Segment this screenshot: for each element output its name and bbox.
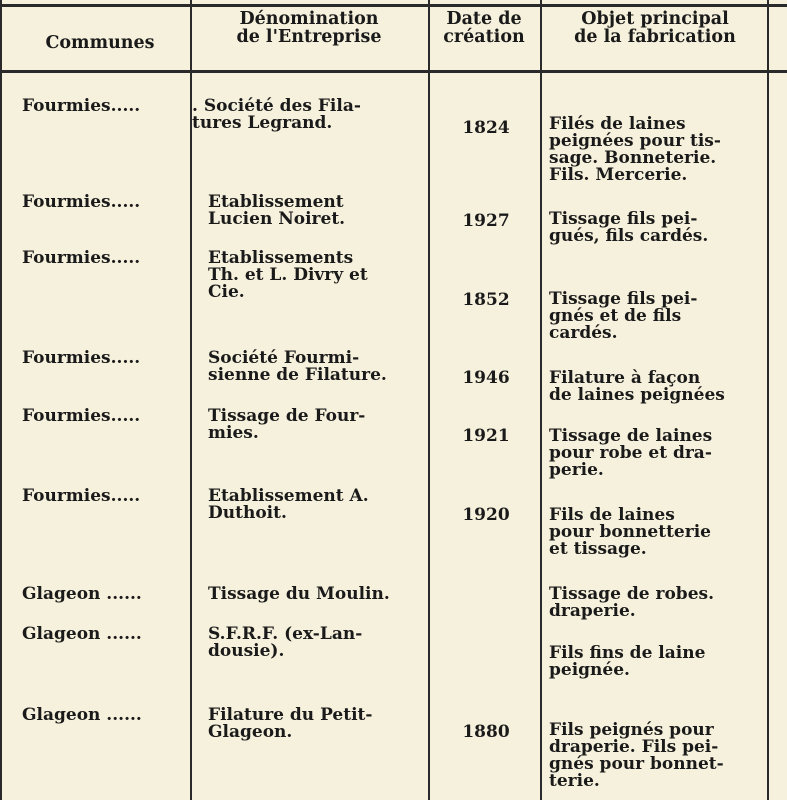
column-divider [767, 0, 769, 800]
commune-cell: Fourmies..... [22, 248, 141, 268]
column-divider [540, 0, 542, 800]
header-rule [0, 70, 787, 73]
date-cell: 1946 [462, 368, 510, 388]
column-divider [428, 0, 430, 800]
commune-cell: Fourmies..... [22, 348, 141, 368]
date-cell: 1920 [462, 505, 510, 525]
commune-cell: Fourmies..... [22, 96, 141, 116]
entreprise-cell: S.F.R.F. (ex-Lan- dousie). [208, 624, 363, 661]
entreprise-cell: Tissage de Four- mies. [208, 406, 366, 443]
commune-cell: Glageon ...... [22, 705, 142, 725]
entreprise-cell: . Société des Fila- tures Legrand. [192, 96, 361, 133]
objet-cell: Tissage de laines pour robe et dra- perie. [549, 426, 713, 480]
top-rule [0, 4, 787, 7]
objet-cell: Fils de laines pour bonnetterie et tissage. [549, 505, 711, 559]
date-cell: 1921 [462, 426, 510, 446]
entreprise-cell: Société Fourmi- sienne de Filature. [208, 348, 387, 385]
column-divider [0, 0, 2, 800]
entreprise-cell: Etablissement A. Duthoit. [208, 486, 369, 523]
date-cell: 1927 [462, 211, 510, 231]
header-objet: Objet principal de la fabrication [574, 9, 736, 47]
objet-cell: Fils peignés pour draperie. Fils pei- gnés pour bonnet- terie. [549, 720, 724, 791]
objet-cell: Filés de laines peignées pour tis- sage. Bonneterie. Fils. Mercerie. [549, 114, 721, 185]
objet-cell: Tissage fils pei- gnés et de fils cardés. [549, 289, 698, 343]
commune-cell: Glageon ...... [22, 584, 142, 604]
objet-cell: Tissage de robes. draperie. [549, 584, 714, 621]
commune-cell: Fourmies..... [22, 486, 141, 506]
date-cell: 1824 [462, 118, 510, 138]
entreprise-cell: Etablissement Lucien Noiret. [208, 192, 346, 229]
objet-cell: Fils fins de laine peignée. [549, 643, 706, 680]
commune-cell: Fourmies..... [22, 406, 141, 426]
header-communes: Communes [45, 33, 155, 53]
entreprise-cell: Tissage du Moulin. [208, 584, 390, 604]
date-cell: 1880 [462, 722, 510, 742]
commune-cell: Fourmies..... [22, 192, 141, 212]
header-date: Date de création [443, 9, 525, 47]
date-cell: 1852 [462, 290, 510, 310]
header-denomination: Dénomination de l'Entreprise [236, 9, 382, 47]
entreprise-cell: Etablissements Th. et L. Divry et Cie. [208, 248, 368, 302]
entreprise-cell: Filature du Petit- Glageon. [208, 705, 373, 742]
commune-cell: Glageon ...... [22, 624, 142, 644]
objet-cell: Filature à façon de laines peignées [549, 368, 725, 405]
objet-cell: Tissage fils pei- gués, fils cardés. [549, 209, 709, 246]
